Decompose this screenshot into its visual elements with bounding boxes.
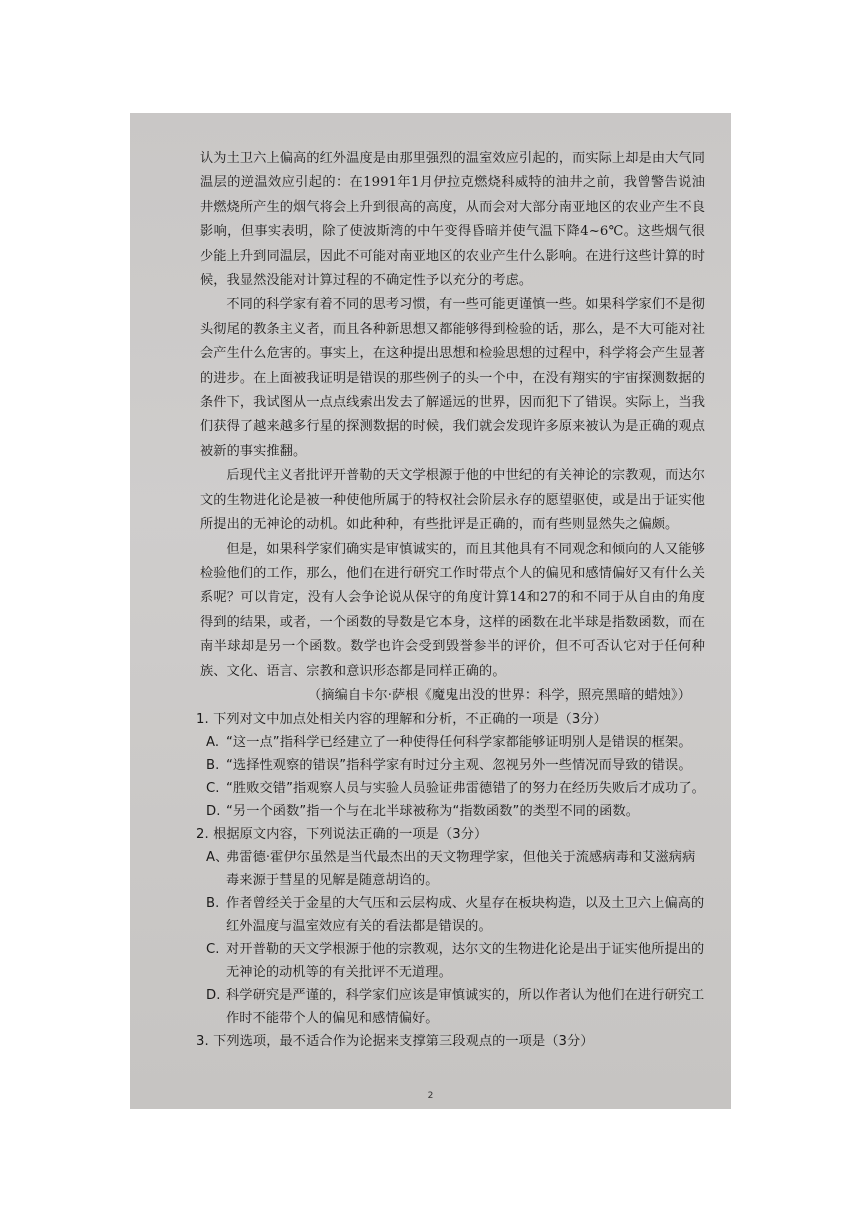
question-2-option-b [204, 892, 705, 938]
option-text: “选择性观察的错误”指科学家有时过分主观、忽视另外一些情况而导致的错误。 [226, 758, 692, 774]
question-2-option-a [204, 846, 705, 892]
option-text: 对开普勒的天文学根源于他的宗教观，达尔文的生物进化论是出于证实他所提出的无神论的动机等的有关批评不无道理。 [226, 942, 705, 981]
option-text: “胜败交错”指观察人员与实验人员验证弗雷德错了的努力在经历失败后才成功了。 [226, 781, 705, 797]
question-2-option-d [204, 984, 705, 1030]
passage-paragraph-4: 但是，如果科学家们确实是审慎诚实的，而且其他具有不同观念和倾向的人又能够检验他们的工作，那么，他们在进行研究工作时带点个人的偏见和感情偏好又有什么关系呢？可以肯定，没有人会争论说从保守的角度计算14和27的和不同于从自由的角度得到的结果，或者，一个函数的导数是它本身，这样的函数在北半球是指数函数，而在南半球却是另一个函数。数学也许会受到毁誉参半的评价，但不可否认它对于任何种族、文化、语言、宗教和意识形态都是同样正确的。 [200, 541, 705, 679]
option-letter: D. [206, 804, 221, 820]
passage-source: （摘编自卡尔·萨根《魔鬼出没的世界：科学，照亮黑暗的蜡烛》） [307, 687, 691, 703]
option-letter: D. [206, 988, 221, 1004]
option-text: “另一个函数”指一个与在北半球被称为“指数函数”的类型不同的函数。 [226, 804, 640, 820]
option-letter: B. [206, 758, 220, 774]
question-1-option-c [204, 777, 705, 800]
question-2-option-c [204, 938, 705, 984]
option-text: “这一点”指科学已经建立了一种使得任何科学家都能够证明别人是错误的框架。 [226, 735, 692, 751]
option-letter: C. [206, 781, 220, 797]
question-1-option-a [204, 731, 705, 754]
page-number: 2 [427, 1091, 434, 1101]
question-3-stem: 3. 下列选项，最不适合作为论据来支撑第三段观点的一项是（3分） [196, 1034, 594, 1050]
option-text: 科学研究是严谨的，科学家们应该是审慎诚实的，所以作者认为他们在进行研究工作时不能带个人的偏见和感情偏好。 [226, 988, 705, 1027]
option-text: 作者曾经关于金星的大气压和云层构成、火星存在板块构造，以及土卫六上偏高的红外温度与温室效应有关的看法都是错误的。 [226, 896, 705, 935]
exam-page [130, 113, 731, 1109]
option-letter: C. [206, 942, 220, 958]
question-1-option-d [204, 800, 705, 823]
option-text: 弗雷德·霍伊尔虽然是当代最杰出的天文物理学家，但他关于流感病毒和艾滋病病毒来源于彗星的见解是随意胡诌的。 [226, 850, 696, 889]
option-letter: B. [206, 896, 220, 912]
option-letter: A. [206, 735, 220, 751]
passage-paragraph-3: 后现代主义者批评开普勒的天文学根源于他的中世纪的有关神论的宗教观，而达尔文的生物进化论是被一种使他所属于的特权社会阶层永存的愿望驱使，或是出于证实他所提出的无神论的动机。如此种种，有些批评是正确的，而有些则显然失之偏颇。 [200, 468, 705, 533]
page-content [196, 147, 705, 1053]
question-1-option-b [204, 754, 705, 777]
passage-paragraph-1: 认为土卫六上偏高的红外温度是由那里强烈的温室效应引起的，而实际上却是由大气同温层的逆温效应引起的：在1991年1月伊拉克燃烧科威特的油井之前，我曾警告说油井燃烧所产生的烟气将会上升到很高的高度，从而会对大部分南亚地区的农业产生不良影响，但事实表明，除了使波斯湾的中午变得昏暗并使气温下降4~6℃。这些烟气很少能上升到同温层，因此不可能对南亚地区的农业产生什么影响。在进行这些计算的时候，我显然没能对计算过程的不确定性予以充分的考虑。 [200, 151, 705, 289]
passage-paragraph-2: 不同的科学家有着不同的思考习惯，有一些可能更谨慎一些。如果科学家们不是彻头彻尾的教条主义者，而且各种新思想又都能够得到检验的话，那么，是不大可能对社会产生什么危害的。事实上，在这种提出思想和检验思想的过程中，科学将会产生显著的进步。在上面被我证明是错误的那些例子的头一个中，在没有翔实的宇宙探测数据的条件下，我试图从一点点线索出发去了解遥远的世界，因而犯下了错误。实际上，当我们获得了越来越多行星的探测数据的时候，我们就会发现许多原来被认为是正确的观点被新的事实推翻。 [200, 297, 705, 459]
question-1-stem: 1. 下列对文中加点处相关内容的理解和分析，不正确的一项是（3分） [196, 712, 607, 728]
question-2-stem: 2. 根据原文内容，下列说法正确的一项是（3分） [196, 827, 488, 843]
option-letter: A、 [206, 850, 229, 866]
